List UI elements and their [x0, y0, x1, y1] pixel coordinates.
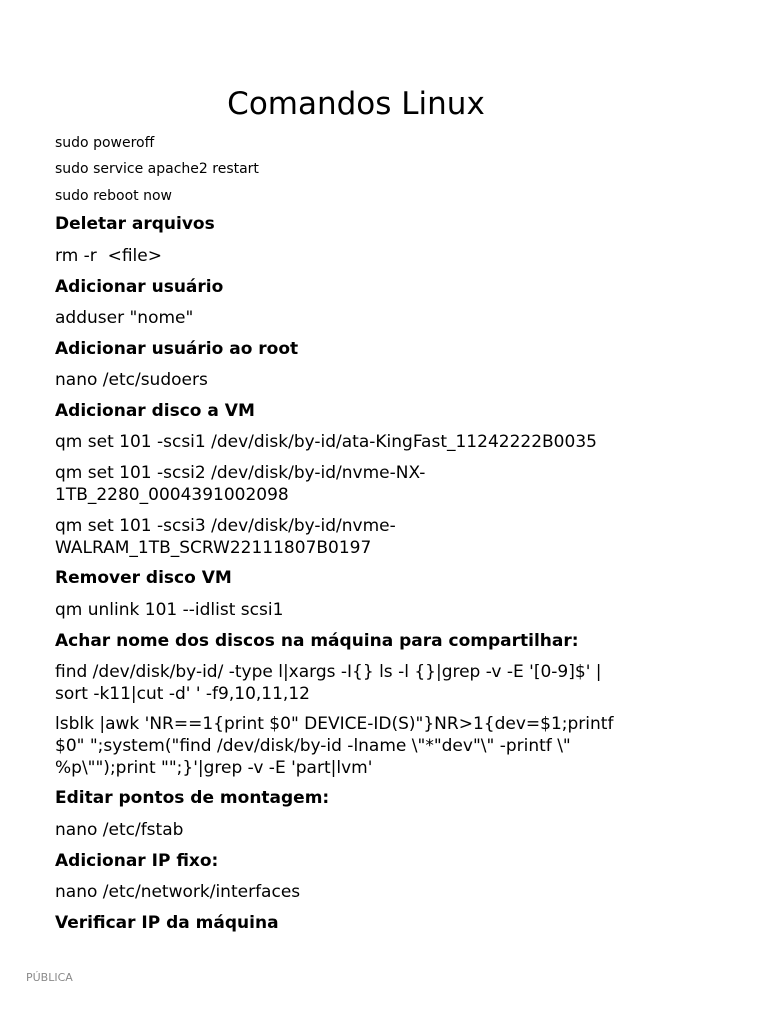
classification-label: PÚBLICA: [26, 971, 73, 984]
section-heading: Deletar arquivos: [55, 214, 215, 234]
command-line: adduser "nome": [55, 308, 194, 328]
section-heading: Remover disco VM: [55, 568, 232, 588]
section-heading: Adicionar usuário ao root: [55, 339, 299, 359]
section-heading: Adicionar IP fixo:: [55, 851, 219, 871]
page-title: Comandos Linux: [227, 86, 485, 122]
section-heading: Editar pontos de montagem:: [55, 788, 330, 808]
command-line: qm set 101 -scsi3 /dev/disk/by-id/nvme- WALRAM_1TB_SCRW22111807B0197: [55, 516, 396, 558]
command-line: nano /etc/fstab: [55, 820, 184, 840]
command-line: qm set 101 -scsi1 /dev/disk/by-id/ata-KingFast_11242222B0035: [55, 432, 597, 452]
command-line: qm set 101 -scsi2 /dev/disk/by-id/nvme-NX- 1TB_2280_0004391002098: [55, 463, 426, 505]
command-line: find /dev/disk/by-id/ -type l|xargs -I{} ls -l {}|grep -v -E '[0-9]$' | sort -k11|cut -d' ' -f9,10,11,12: [55, 662, 602, 704]
command-line: nano /etc/network/interfaces: [55, 882, 301, 902]
command-line: sudo reboot now: [55, 188, 172, 204]
command-line: sudo service apache2 restart: [55, 161, 259, 177]
command-line: nano /etc/sudoers: [55, 370, 208, 390]
section-heading: Achar nome dos discos na máquina para compartilhar:: [55, 631, 579, 651]
section-heading: Adicionar usuário: [55, 277, 224, 297]
command-line: qm unlink 101 --idlist scsi1: [55, 600, 284, 620]
command-line: rm -r <file>: [55, 246, 162, 266]
command-line: sudo poweroff: [55, 135, 155, 151]
section-heading: Adicionar disco a VM: [55, 401, 255, 421]
section-heading: Verificar IP da máquina: [55, 913, 279, 933]
command-line: lsblk |awk 'NR==1{print $0" DEVICE-ID(S)"}NR>1{dev=$1;printf $0" ";system("find /dev/disk/by-id -lname \"*"dev"\" -printf \" %p\"");print "";}'|grep -v -E 'part|lvm': [55, 714, 614, 778]
